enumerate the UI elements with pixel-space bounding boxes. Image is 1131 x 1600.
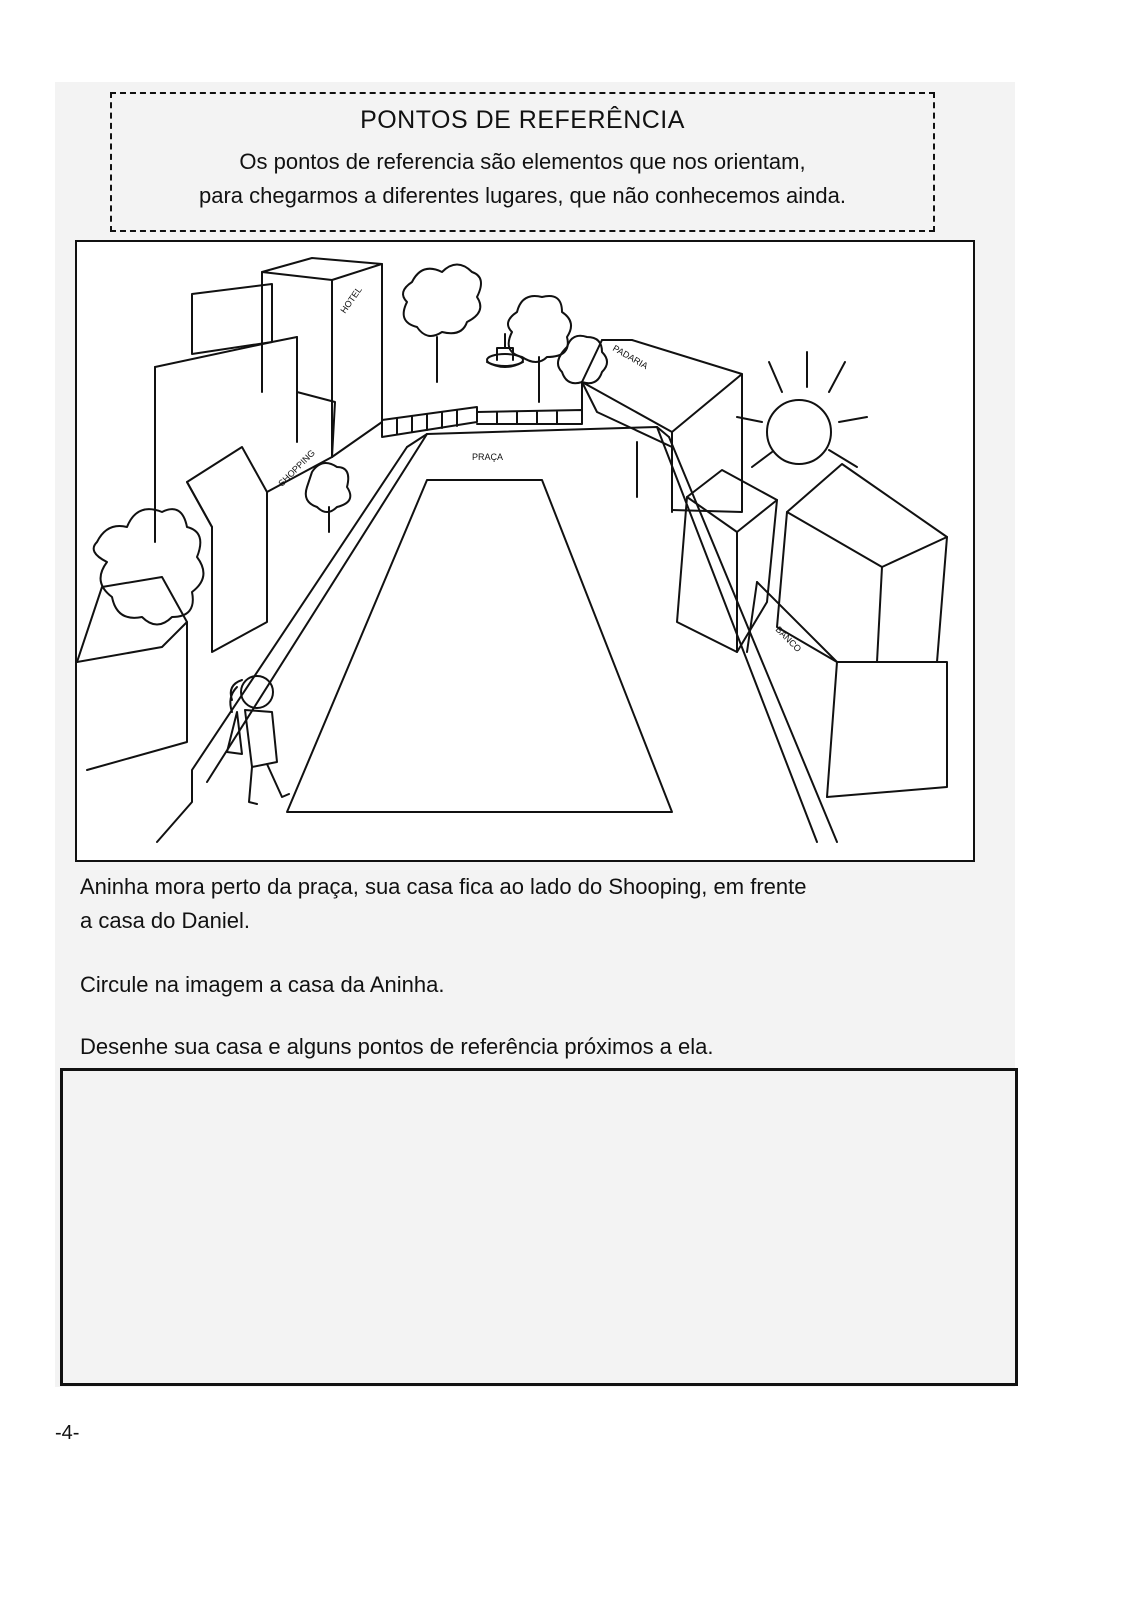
shopping-label: SHOPPING — [276, 447, 318, 489]
story-line-1: Aninha mora perto da praça, sua casa fica ao lado do Shooping, em frente — [80, 874, 807, 899]
plaza-rectangle — [287, 480, 672, 812]
shopping-building — [155, 284, 335, 542]
girl-figure — [227, 676, 289, 804]
definition-line-1: Os pontos de referencia são elementos que nos orientam, — [239, 149, 806, 174]
street — [157, 427, 837, 842]
page-title: PONTOS DE REFERÊNCIA — [360, 106, 685, 134]
fountain-icon — [487, 334, 523, 367]
banco-label: BANCO — [773, 624, 804, 655]
drawing-area[interactable] — [60, 1068, 1018, 1386]
page-number: -4- — [55, 1422, 80, 1444]
hotel-label: HOTEL — [338, 284, 364, 316]
right-houses — [677, 464, 947, 797]
story-line-2: a casa do Daniel. — [80, 908, 250, 933]
story-paragraph — [80, 870, 960, 938]
title-box — [110, 92, 935, 232]
street-scene-illustration — [75, 240, 975, 862]
hotel-building — [262, 258, 382, 457]
padaria-label: PADARIA — [611, 343, 650, 372]
task-circle-house: Circule na imagem a casa da Aninha. — [80, 972, 445, 997]
sun-icon — [737, 352, 867, 467]
praca-label: PRAÇA — [472, 452, 504, 462]
left-bushes — [94, 463, 351, 625]
definition-text — [112, 145, 933, 213]
task-draw-house: Desenhe sua casa e alguns pontos de referência próximos a ela. — [80, 1034, 714, 1059]
definition-line-2: para chegarmos a diferentes lugares, que não conhecemos ainda. — [199, 183, 846, 208]
